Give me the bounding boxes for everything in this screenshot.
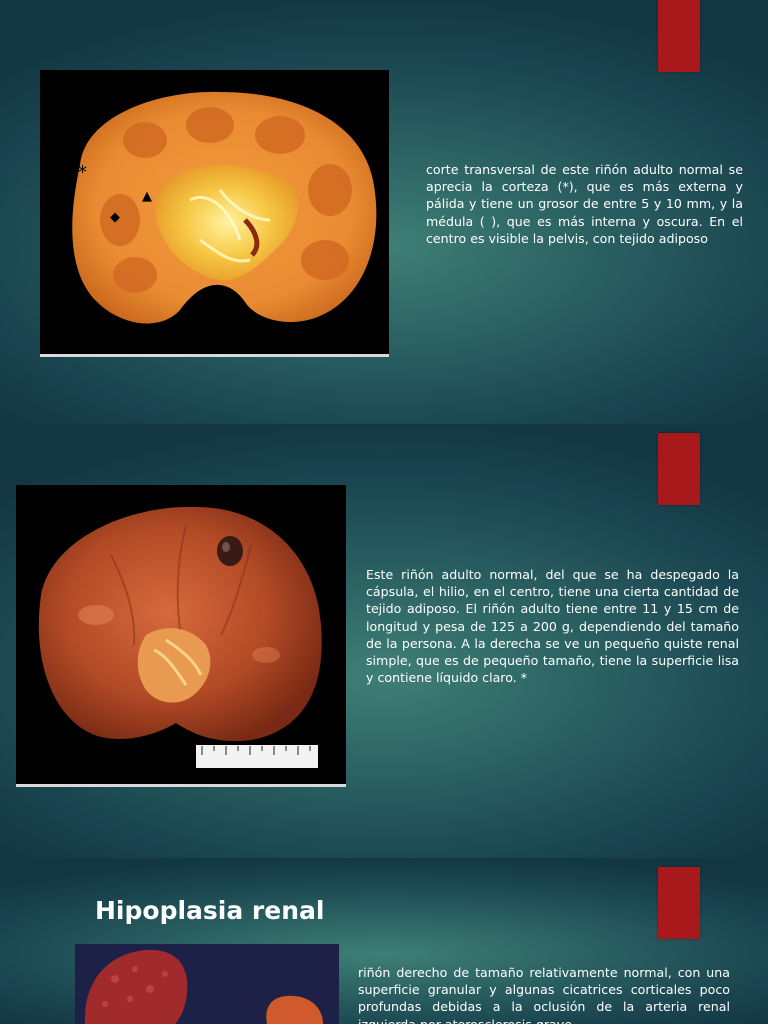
slide-kidney-cross-section: [0, 0, 768, 424]
triangle-marker: ▲: [142, 189, 152, 204]
accent-bar: [658, 433, 700, 505]
slide-1-caption: corte transversal de este riñón adulto normal se aprecia la corteza (*), que es más externa y pálida y tiene un grosor de entre 5 y 10 mm, y la médula ( ), que es más interna y oscura. En el centro es visible la pelvis, con tejido adiposo: [426, 162, 743, 246]
kidney-surface-photo: [16, 485, 346, 787]
accent-bar: [658, 0, 700, 72]
slide-3-caption: riñón derecho de tamaño relativamente normal, con una superficie granular y algunas cicatrices corticales poco profundas debidas a la oclusión de la arteria renal izquierda por aterosclerosis grave: [358, 965, 730, 1032]
slide-2-caption: Este riñón adulto normal, del que se ha despegado la cápsula, el hilio, en el centro, tiene una cierta cantidad de tejido adiposo. El riñón adulto tiene entre 11 y 15 cm de longitud y pesa de 125 a 200 g, dependiendo del tamaño de la persona. A la derecha se ve un pequeño quiste renal simple, que es de pequeño tamaño, tiene la superficie lisa y contiene líquido claro. *: [366, 567, 739, 686]
slide-renal-hypoplasia: [0, 858, 768, 1032]
diamond-marker: ◆: [110, 210, 120, 225]
kidney-cross-section-photo: [40, 70, 389, 357]
cortex-marker: *: [78, 162, 87, 183]
slide-title: Hipoplasia renal: [95, 896, 325, 925]
accent-bar: [658, 867, 700, 939]
hypoplastic-kidney-photo: [75, 944, 339, 1024]
slide-kidney-surface: [0, 424, 768, 858]
